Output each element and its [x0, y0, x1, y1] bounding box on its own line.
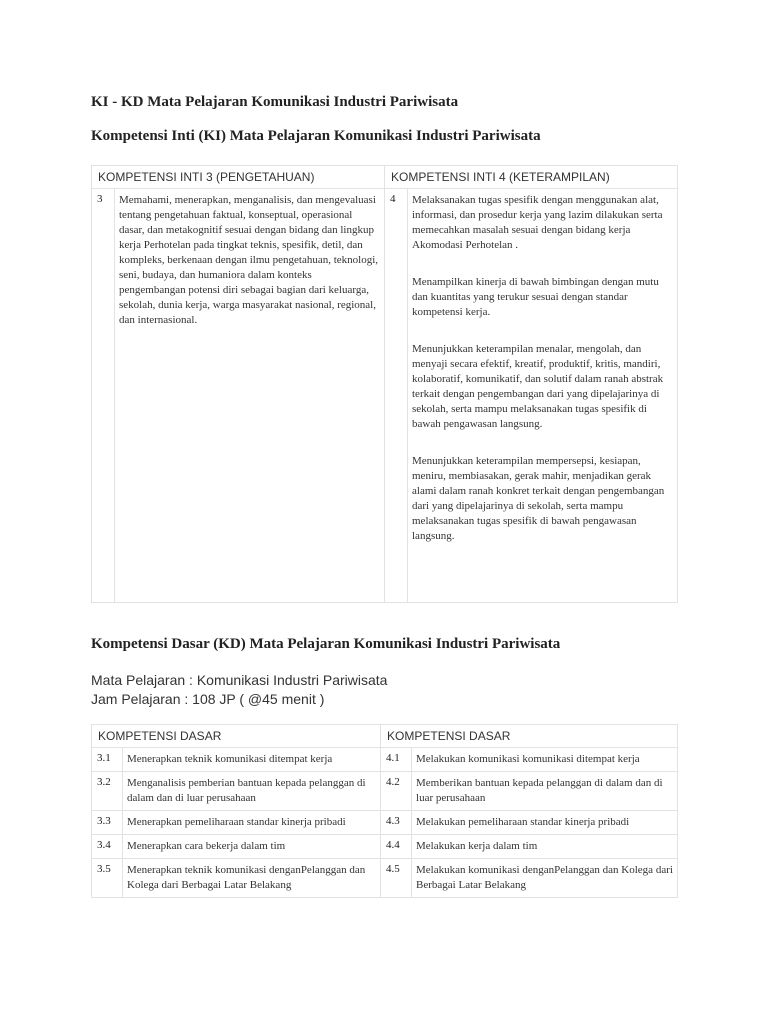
- kd-heading: Kompetensi Dasar (KD) Mata Pelajaran Komunikasi Industri Pariwisata: [91, 636, 561, 652]
- kd-table: [91, 724, 678, 898]
- subject-line: Mata Pelajaran : Komunikasi Industri Pariwisata: [91, 672, 388, 688]
- kd-right-number: 4.5: [381, 859, 412, 898]
- kd-right-number: 4.3: [381, 811, 412, 835]
- kd-left-text: Menerapkan teknik komunikasi denganPelanggan dan Kolega dari Berbagai Latar Belakang: [123, 859, 381, 898]
- kd-right-text: Melakukan pemeliharaan standar kinerja pribadi: [412, 811, 678, 835]
- ki3-number: 3: [92, 189, 115, 603]
- kd-row: [92, 748, 678, 772]
- ki4-number: 4: [385, 189, 408, 603]
- kd-left-text: Menerapkan cara bekerja dalam tim: [123, 835, 381, 859]
- hours-line: Jam Pelajaran : 108 JP ( @45 menit ): [91, 691, 325, 707]
- kd-row: [92, 772, 678, 811]
- ki3-description: Memahami, menerapkan, menganalisis, dan mengevaluasi tentang pengetahuan faktual, konseptual, operasional dasar, dan metakognitif sesuai dengan bidang dan lingkup kerja Perhotelan pada tingkat teknis, spesifik, detil, dan kompleks, berkenaan dengan ilmu pengetahuan, teknologi, seni, budaya, dan humaniora dalam konteks pengembangan potensi diri sebagai bagian dari keluarga, sekolah, dunia kerja, warga masyarakat nasional, regional, dan internasional.: [115, 189, 385, 603]
- kd-header-row: [92, 725, 678, 748]
- kd-left-number: 3.4: [92, 835, 123, 859]
- kd-right-text: Melakukan komunikasi denganPelanggan dan Kolega dari Berbagai Latar Belakang: [412, 859, 678, 898]
- ki4-description: [408, 189, 678, 603]
- ki-table: [91, 165, 678, 603]
- ki-body-row: [92, 189, 678, 603]
- ki4-paragraph: Menunjukkan keterampilan mempersepsi, kesiapan, meniru, membiasakan, gerak mahir, menjadikan gerak alami dalam ranah konkret terkait dengan pengembangan dari yang dipelajarinya di sekolah, serta mampu melaksanakan tugas spesifik di bawah pengawasan langsung.: [412, 455, 665, 542]
- ki3-header: KOMPETENSI INTI 3 (PENGETAHUAN): [92, 166, 385, 189]
- kd-right-text: Melakukan kerja dalam tim: [412, 835, 678, 859]
- kd-right-number: 4.2: [381, 772, 412, 811]
- kd-right-number: 4.4: [381, 835, 412, 859]
- kd-row: [92, 811, 678, 835]
- kd-right-text: Melakukan komunikasi komunikasi ditempat kerja: [412, 748, 678, 772]
- kd-row: [92, 859, 678, 898]
- kd-left-number: 3.5: [92, 859, 123, 898]
- document-title: KI - KD Mata Pelajaran Komunikasi Industri Pariwisata: [91, 94, 459, 110]
- kd-right-text: Memberikan bantuan kepada pelanggan di dalam dan di luar perusahaan: [412, 772, 678, 811]
- kd-right-number: 4.1: [381, 748, 412, 772]
- kd-left-header: KOMPETENSI DASAR: [92, 725, 381, 748]
- ki4-header: KOMPETENSI INTI 4 (KETERAMPILAN): [385, 166, 678, 189]
- kd-left-number: 3.1: [92, 748, 123, 772]
- kd-left-number: 3.2: [92, 772, 123, 811]
- ki4-paragraph: Melaksanakan tugas spesifik dengan menggunakan alat, informasi, dan prosedur kerja yang lazim dilakukan serta memecahkan masalah sesuai dengan bidang kerja Akomodasi Perhotelan .: [412, 194, 663, 251]
- kd-left-number: 3.3: [92, 811, 123, 835]
- ki4-paragraph: Menunjukkan keterampilan menalar, mengolah, dan menyaji secara efektif, kreatif, produktif, kritis, mandiri, kolaboratif, komunikatif, dan solutif dalam ranah abstrak terkait dengan pengembangan dari yang dipelajarinya di sekolah, serta mampu melaksanakan tugas spesifik di bawah pengawasan langsung.: [412, 343, 664, 430]
- kd-left-text: Menerapkan pemeliharaan standar kinerja pribadi: [123, 811, 381, 835]
- kd-right-header: KOMPETENSI DASAR: [381, 725, 678, 748]
- ki4-paragraph: Menampilkan kinerja di bawah bimbingan dengan mutu dan kuantitas yang terukur sesuai dengan standar kompetensi kerja.: [412, 276, 659, 318]
- kd-left-text: Menerapkan teknik komunikasi ditempat kerja: [123, 748, 381, 772]
- ki-header-row: [92, 166, 678, 189]
- ki-heading: Kompetensi Inti (KI) Mata Pelajaran Komunikasi Industri Pariwisata: [91, 128, 541, 144]
- kd-row: [92, 835, 678, 859]
- kd-left-text: Menganalisis pemberian bantuan kepada pelanggan di dalam dan di luar perusahaan: [123, 772, 381, 811]
